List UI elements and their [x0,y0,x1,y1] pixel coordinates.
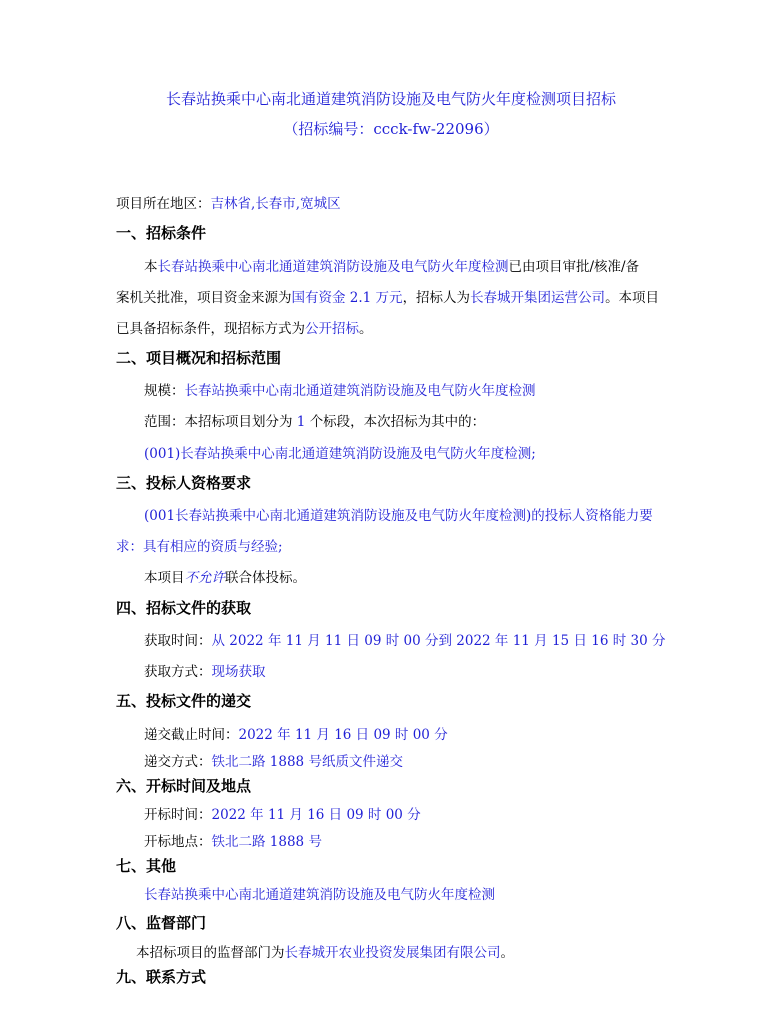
s1-paragraph-line-1 [144,255,639,275]
s1-fund-source: 国有资金 2.1 万元 [291,290,403,306]
s1-paragraph-line-3 [116,317,373,337]
s2-lot-line: (001)长春站换乘中心南北通道建筑消防设施及电气防火年度检测; [144,446,536,462]
s8-text: 。 [500,945,514,961]
s4-method-value: 现场获取 [211,664,266,680]
s1-text: 已具备招标条件，现招标方式为 [116,321,305,337]
region-value: 吉林省,长春市,宽城区 [210,196,341,212]
s1-text: ，招标人为 [402,290,471,306]
section-heading-6: 六、开标时间及地点 [116,777,252,795]
s5-deadline-value: 2022 年 11 月 16 日 09 时 00 分 [238,727,448,743]
section-heading-5: 五、投标文件的递交 [116,692,252,710]
s5-method-label: 递交方式： [144,754,212,770]
section-heading-8: 八、监督部门 [116,914,207,932]
s8-department: 长春城开农业投资发展集团有限公司 [284,945,501,961]
s8-supervision-line [136,941,514,961]
s3-text: 本项目 [144,570,185,586]
s1-project-name: 长春站换乘中心南北通道建筑消防设施及电气防火年度检测 [157,259,509,275]
section-heading-2: 二、项目概况和招标范围 [116,349,282,367]
s2-text: 范围：本招标项目划分为 [144,414,293,430]
s4-time-value: 从 2022 年 11 月 11 日 09 时 00 分到 2022 年 11 月 15 日 16 时 30 分 [211,633,666,649]
s2-scale-line [144,379,536,399]
s2-scope-line [144,410,485,430]
s3-text: 联合体投标。 [225,570,306,586]
s5-deadline-label: 递交截止时间： [144,727,239,743]
s2-scale-label: 规模： [144,383,185,399]
s8-text: 本招标项目的监督部门为 [136,945,285,961]
s1-tenderer: 长春城开集团运营公司 [470,290,606,306]
s1-text: 已由项目审批/核准/备 [508,259,640,275]
s5-method-line [144,750,403,770]
tender-code: （招标编号：ccck-fw-22096） [283,120,499,138]
s3-joint-value: 不允许 [184,570,225,586]
region-line [116,192,341,212]
s1-text: 。 [359,321,373,337]
section-heading-9: 九、联系方式 [116,968,207,986]
s5-deadline-line [144,723,448,743]
s4-time-label: 获取时间： [144,633,212,649]
region-label: 项目所在地区： [116,196,211,212]
s6-place-value: 铁北二路 1888 号 [211,834,322,850]
s7-text: 长春站换乘中心南北通道建筑消防设施及电气防火年度检测 [144,887,495,903]
s3-joint-line [144,566,306,586]
s6-place-label: 开标地点： [144,834,212,850]
s6-time-line [144,803,421,823]
s2-lot-count: 1 [296,414,306,430]
s6-time-value: 2022 年 11 月 16 日 09 时 00 分 [211,807,421,823]
s4-method-label: 获取方式： [144,664,212,680]
section-heading-4: 四、招标文件的获取 [116,599,252,617]
s3-qualification-line-1: (001长春站换乘中心南北通道建筑消防设施及电气防火年度检测)的投标人资格能力要 [144,508,653,524]
s1-tender-method: 公开招标 [305,321,359,337]
s6-place-line [144,830,322,850]
s5-method-value: 铁北二路 1888 号纸质文件递交 [211,754,403,770]
s4-method-line [144,660,266,680]
s1-text: 案机关批准，项目资金来源为 [116,290,292,306]
s2-scale-value: 长春站换乘中心南北通道建筑消防设施及电气防火年度检测 [184,383,536,399]
s3-qualification-line-2: 求：具有相应的资质与经验; [116,539,283,555]
section-heading-3: 三、投标人资格要求 [116,474,252,492]
s2-text: 个标段，本次招标为其中的： [309,414,486,430]
section-heading-7: 七、其他 [116,857,177,875]
s1-text: 。本项目 [605,290,660,306]
s4-time-line [144,629,665,649]
page-title: 长春站换乘中心南北通道建筑消防设施及电气防火年度检测项目招标 [165,90,616,108]
section-heading-1: 一、招标条件 [116,224,207,242]
s1-paragraph-line-2 [116,286,659,306]
s1-text: 本 [144,259,158,275]
s6-time-label: 开标时间： [144,807,212,823]
